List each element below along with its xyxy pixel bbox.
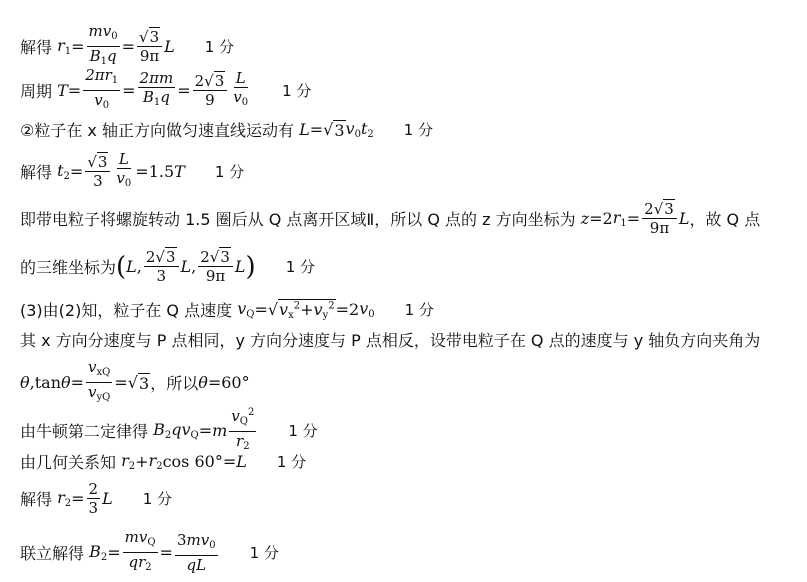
line-coords: 的三维坐标为 ( L , $\frac{2√3}{3}$ L , $\frac{2√3}{9\pi}$ L ) 1 分 [20,248,316,285]
prefix: 周期 [20,82,53,101]
line-x-motion: ②粒子在 x 轴正方向做匀速直线运动有 L =√ 3 $v_0t_2$ 1 分 [20,119,434,140]
score: 1 分 [403,121,434,139]
text: 其 x 方向分速度与 P 点相同，y 方向分速度与 P 点相反，设带电粒子在 Q 点的速度与 y 轴负方向夹角为 [20,331,761,350]
line-components [20,328,760,351]
line-t2: 解得 $t_2$ = $\frac{√3}{3}$ $\frac{L}{v_0}$ =1.5 T 1 分 [20,150,245,190]
text2: ，故 Q 点 [689,210,761,229]
text: 由牛顿第二定律得 [20,421,149,441]
score: 1 分 [404,301,434,319]
prefix: 解得 [20,490,53,509]
line-r1: 解得 $r_1$ = $\frac{mv_0}{B_1q}$ = $\frac{√3}{9\pi}$ L 1 分 [20,22,235,67]
score: 1 分 [288,421,318,440]
line-theta: θ ,tan θ = $\frac{v_{xQ}}{v_{yQ}}$ =√ 3 ，所以 θ =60° [20,358,250,403]
line-b2: 联立解得 $B_2$ = $\frac{mv_Q}{qr_2}$ = $\frac{3mv_0}{qL}$ 1 分 [20,528,279,574]
score: 1 分 [204,38,235,56]
text: 的三维坐标为 [20,258,117,277]
line-geometry: 由几何关系知 $r_2$ + $r_2$ cos 60°= L 1 分 [20,451,307,472]
line-r2: 解得 $r_2$ = $\frac{2}{3}$ L 1 分 [20,480,173,517]
text: 由几何关系知 [20,453,117,472]
prefix: 解得 [20,38,53,57]
text2: ，所以 [150,374,199,393]
text: ②粒子在 x 轴正方向做匀速直线运动有 [20,121,294,140]
prefix: 联立解得 [20,544,85,563]
score: 1 分 [249,544,279,562]
prefix: 解得 [20,163,53,182]
score: 1 分 [142,490,173,508]
line-vq: (3)由(2)知，粒子在 Q 点速度 $v_Q$ =√ $v_x^2+v_y^2$ =2 $v_0$ 1 分 [20,299,434,321]
text1: 即带电粒子将螺旋转动 1.5 圈后从 Q 点离开区域Ⅱ，所以 Q 点的 z 方向坐标为 [20,210,576,229]
score: 1 分 [285,258,316,276]
score: 1 分 [276,453,307,471]
line-newton: 由牛顿第二定律得 $B_2qv_Q$ = m $\frac{v_Q^2}{r_2}$ 1 分 [20,404,318,456]
score: 1 分 [214,163,245,181]
text: (3)由(2)知，粒子在 Q 点速度 [20,301,233,320]
line-z: 即带电粒子将螺旋转动 1.5 圈后从 Q 点离开区域Ⅱ，所以 Q 点的 z 方向坐标为 z =2 $r_1$ = $\frac{2√3}{9\pi}$ L ，故 Q 点 [20,200,761,237]
score: 1 分 [282,82,312,100]
line-period: 周期 T = $\frac{2\pi r_1}{v_0}$ = $\frac{2\pi m}{B_1q}$ = $\frac{2√3}{9}$ $\frac{L}{v_0}$ 1 分 [20,66,312,111]
